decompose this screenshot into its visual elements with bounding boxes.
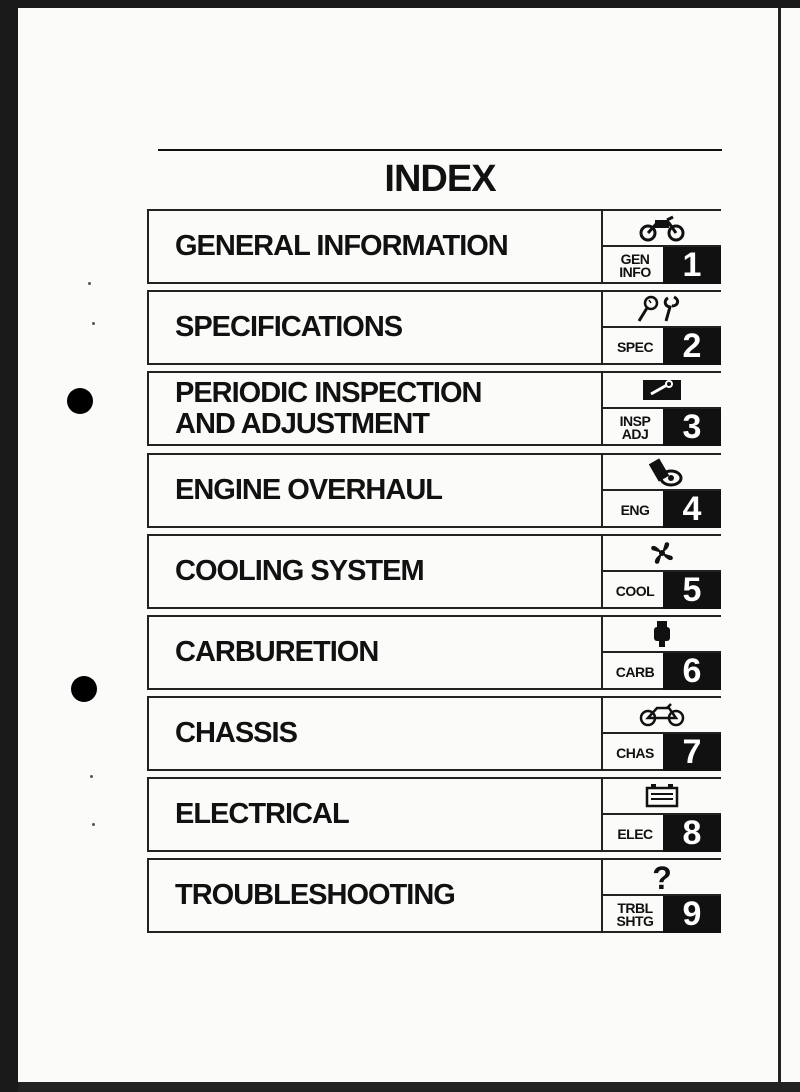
question-mark-icon (603, 860, 721, 896)
section-tab (601, 453, 721, 528)
page-title: INDEX (384, 158, 496, 200)
page-edge (780, 8, 800, 1092)
section-tab (601, 615, 721, 690)
section-abbreviation: GEN INFO (619, 251, 651, 280)
wrench-icon (603, 373, 721, 409)
section-tab (601, 209, 721, 284)
section-number: 4 (663, 491, 721, 528)
section-abbreviation: ENG (620, 501, 650, 518)
section-tab (601, 696, 721, 771)
section-abbreviation: CARB (615, 663, 655, 680)
index-entry (147, 858, 721, 933)
bicycle-frame-icon (603, 698, 721, 734)
section-abbreviation: ELEC (617, 825, 653, 842)
section-number: 9 (663, 896, 721, 933)
section-title: PERIODIC INSPECTION AND ADJUSTMENT (175, 376, 482, 440)
scan-speck (92, 322, 95, 325)
index-entry (147, 615, 721, 690)
section-abbreviation: TRBL SHTG (616, 900, 654, 929)
section-title: CARBURETION (175, 636, 379, 668)
section-title: ELECTRICAL (175, 798, 349, 830)
index-entry (147, 534, 721, 609)
index-entry (147, 696, 721, 771)
motorcycle-icon (603, 211, 721, 247)
section-tab (601, 858, 721, 933)
section-title: CHASSIS (175, 717, 297, 749)
section-title: GENERAL INFORMATION (175, 230, 508, 262)
svg-text:?: ? (652, 861, 672, 893)
carburetor-icon (603, 617, 721, 653)
index-entry (147, 290, 721, 365)
section-number: 6 (663, 653, 721, 690)
scan-speck (88, 282, 91, 285)
section-tab (601, 534, 721, 609)
section-title: ENGINE OVERHAUL (175, 474, 442, 506)
index-entry (147, 453, 721, 528)
section-number: 1 (663, 247, 721, 284)
section-title: TROUBLESHOOTING (175, 879, 455, 911)
section-title: COOLING SYSTEM (175, 555, 424, 587)
tools-icon (603, 292, 721, 328)
index-entry (147, 371, 721, 446)
page-edge-bottom (18, 1082, 800, 1092)
section-tab (601, 290, 721, 365)
section-abbreviation: SPEC (616, 338, 654, 355)
header-rule (158, 149, 722, 151)
index-entry (147, 209, 721, 284)
section-number: 5 (663, 572, 721, 609)
scan-speck (92, 823, 95, 826)
section-number: 3 (663, 409, 721, 446)
section-number: 2 (663, 328, 721, 365)
index-entry (147, 777, 721, 852)
piston-icon (603, 455, 721, 491)
section-abbreviation: CHAS (616, 744, 654, 761)
battery-icon (603, 779, 721, 815)
section-title: SPECIFICATIONS (175, 311, 403, 343)
punch-hole-bottom (71, 676, 97, 702)
punch-hole-top (67, 388, 93, 414)
section-number: 8 (663, 815, 721, 852)
fan-icon (603, 536, 721, 572)
section-tab (601, 777, 721, 852)
section-number: 7 (663, 734, 721, 771)
section-abbreviation: COOL (615, 582, 655, 599)
section-tab (601, 371, 721, 446)
section-abbreviation: INSP ADJ (619, 413, 651, 442)
scan-speck (90, 775, 93, 778)
